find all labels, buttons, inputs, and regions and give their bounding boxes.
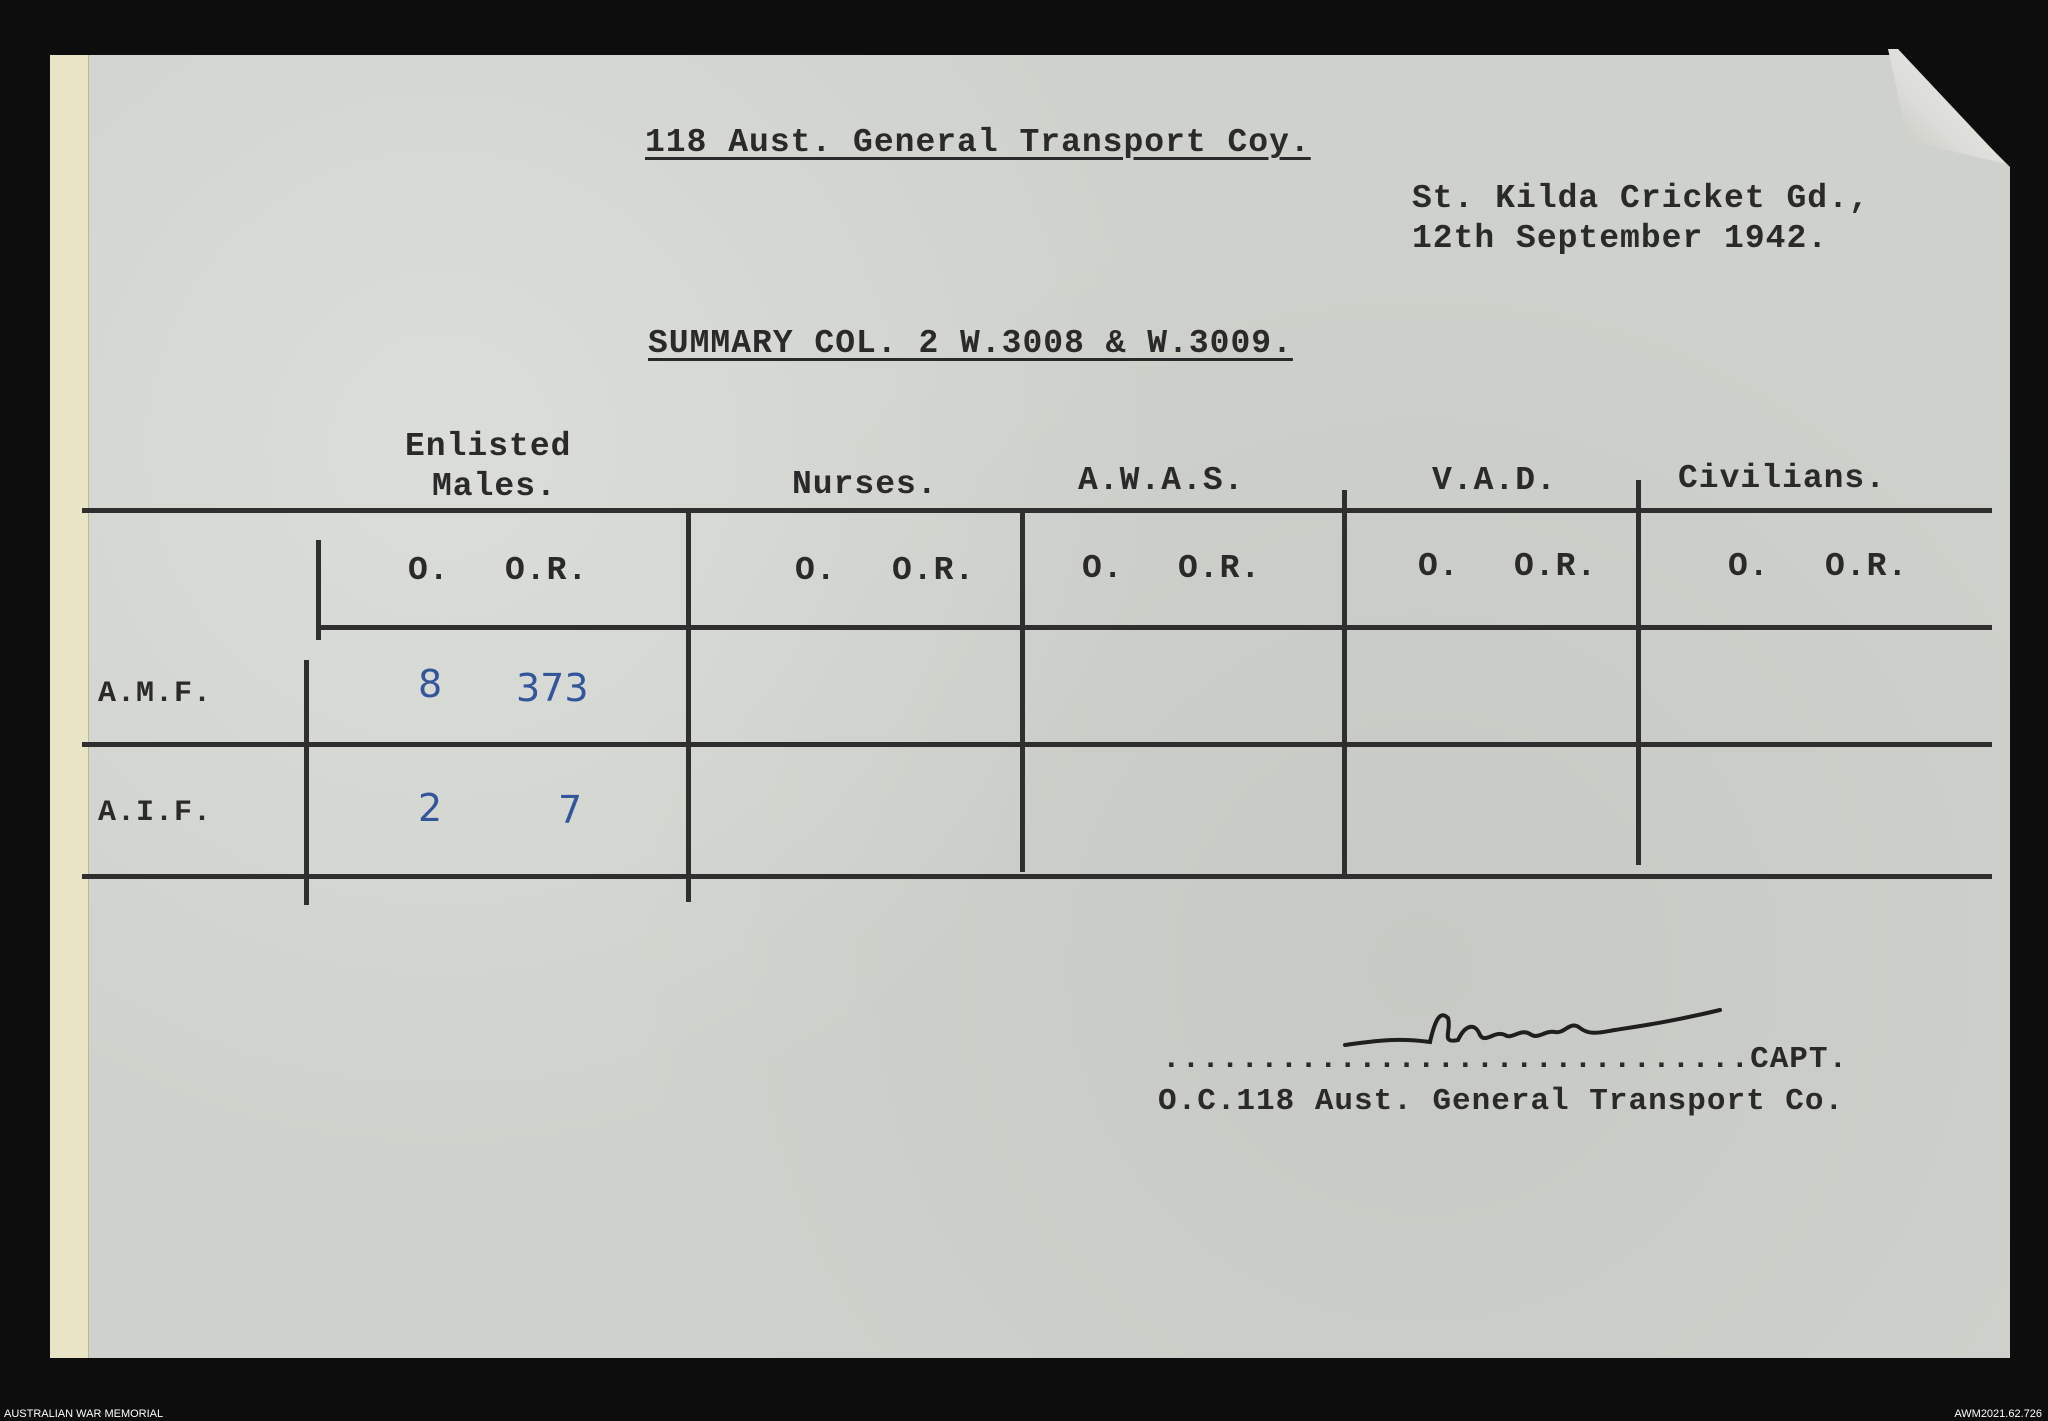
- date: 12th September 1942.: [1412, 220, 1829, 257]
- row-label-aif: A.I.F.: [98, 796, 213, 830]
- header-enlisted-line1: Enlisted: [405, 428, 572, 465]
- header-civilians: Civilians.: [1678, 460, 1887, 497]
- subheader-enlisted-o: O.: [408, 552, 450, 589]
- table-row-rule: [82, 742, 1992, 747]
- table-top-rule: [82, 508, 1992, 513]
- subheader-enlisted-or: O.R.: [505, 552, 589, 589]
- summary-title: SUMMARY COL. 2 W.3008 & W.3009.: [648, 325, 1293, 362]
- table-bottom-rule: [82, 874, 1992, 879]
- subheader-awas-o: O.: [1082, 550, 1124, 587]
- vline-civilians: [1636, 480, 1641, 865]
- header-vad: V.A.D.: [1432, 462, 1557, 499]
- vline-nurses: [686, 512, 691, 902]
- footer-institution: AUSTRALIAN WAR MEMORIAL: [4, 1408, 164, 1420]
- subheader-vad-o: O.: [1418, 548, 1460, 585]
- location: St. Kilda Cricket Gd.,: [1412, 180, 1870, 217]
- header-enlisted-line2: Males.: [432, 468, 557, 505]
- table-subheader-rule: [320, 625, 1992, 630]
- header-nurses: Nurses.: [792, 466, 938, 503]
- subheader-civilians-o: O.: [1728, 548, 1770, 585]
- header-awas: A.W.A.S.: [1078, 462, 1245, 499]
- binding-strip: [50, 55, 89, 1358]
- amf-other-ranks-value: 373: [516, 666, 589, 710]
- subheader-vad-or: O.R.: [1514, 548, 1598, 585]
- footer-accession-number: AWM2021.62.726: [1954, 1408, 2042, 1420]
- aif-officers-value: 2: [418, 786, 443, 830]
- subheader-civilians-or: O.R.: [1825, 548, 1909, 585]
- subheader-nurses-or: O.R.: [892, 552, 976, 589]
- vline-enlisted-upper: [316, 540, 321, 640]
- unit-title: 118 Aust. General Transport Coy.: [645, 124, 1311, 161]
- row-label-amf: A.M.F.: [98, 677, 213, 711]
- officer-commanding-line: O.C.118 Aust. General Transport Co.: [1158, 1084, 1845, 1119]
- subheader-awas-or: O.R.: [1178, 550, 1262, 587]
- subheader-nurses-o: O.: [795, 552, 837, 589]
- vline-enlisted-lower: [304, 660, 309, 905]
- aif-other-ranks-value: 7: [558, 788, 583, 832]
- vline-awas: [1020, 512, 1025, 872]
- signature-capt-line: ..............................CAPT.: [1162, 1042, 1849, 1077]
- vline-vad: [1342, 490, 1347, 875]
- amf-officers-value: 8: [418, 662, 443, 706]
